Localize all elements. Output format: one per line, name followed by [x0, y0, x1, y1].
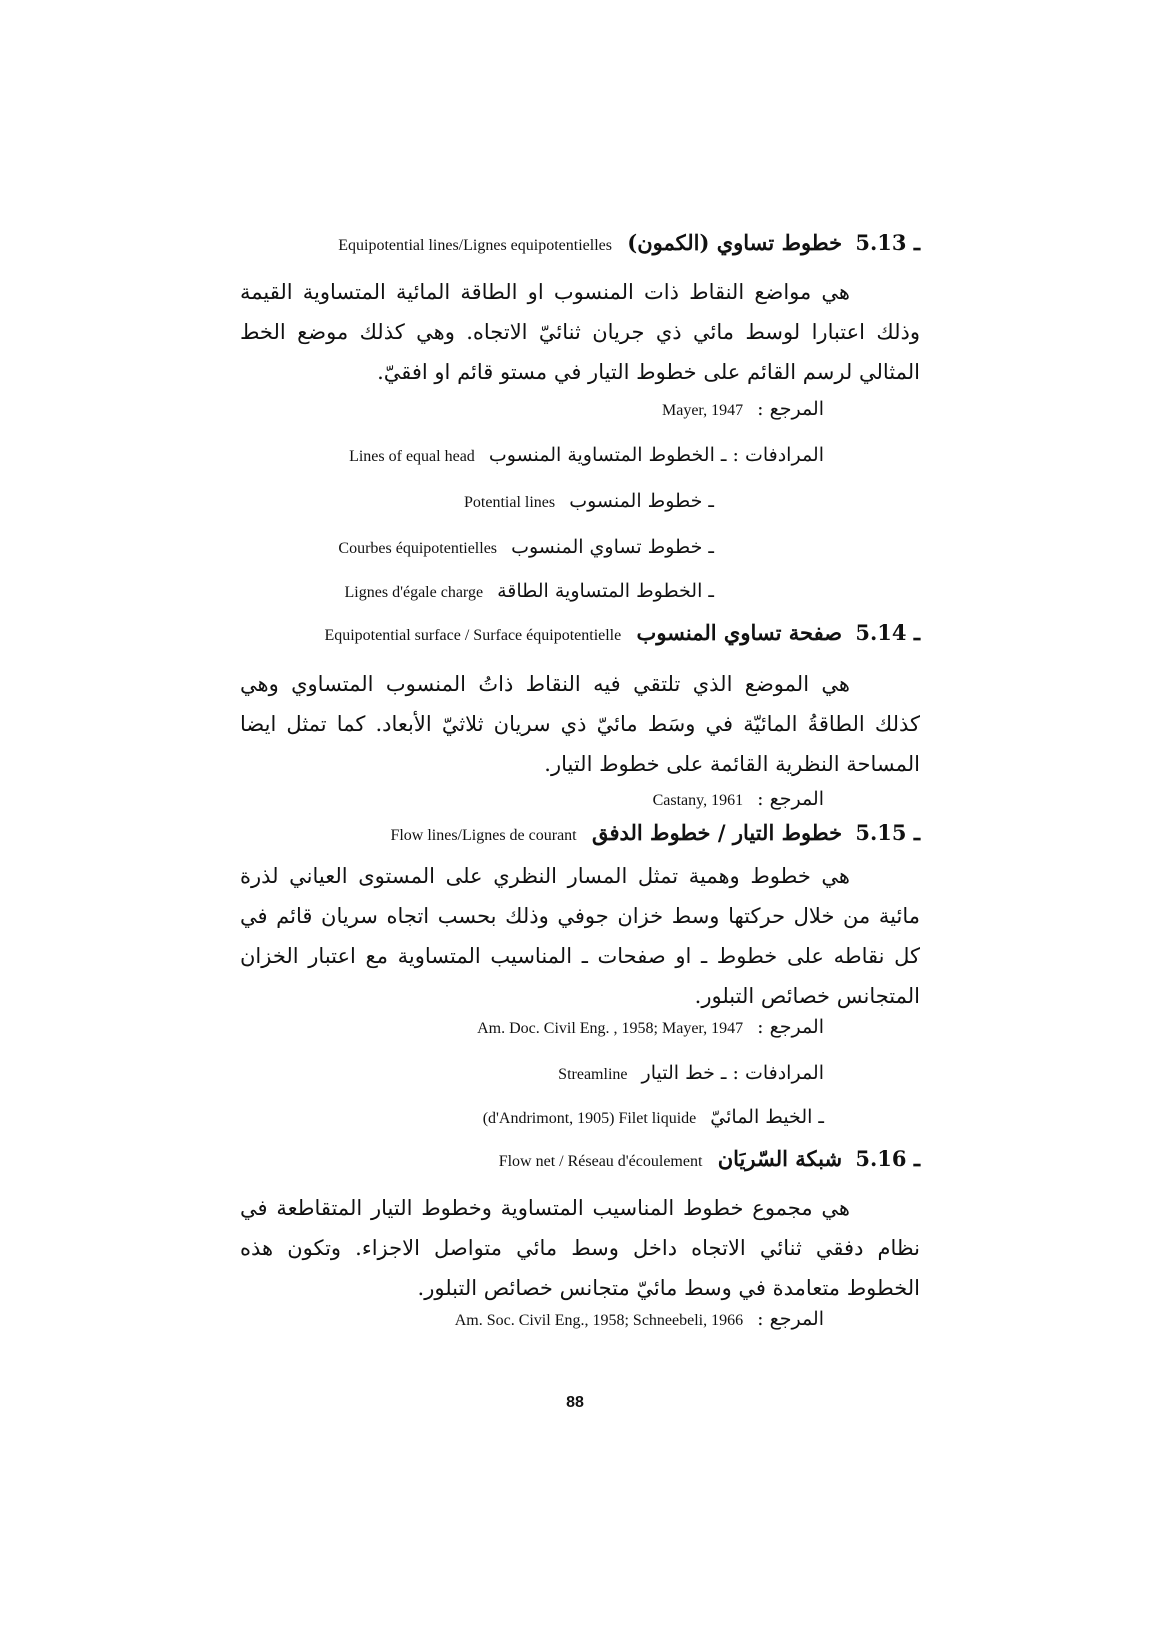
reference-text: Castany, 1961 — [652, 792, 744, 809]
entry-heading-5-15 — [240, 820, 920, 845]
synonyms-line-5-13 — [349, 444, 824, 466]
synonym-item — [483, 1106, 824, 1128]
entry-title-latin: Flow lines/Lignes de courant — [390, 827, 577, 844]
synonym-arabic: ـ خطوط المنسوب — [569, 490, 714, 512]
synonyms-label: المرادفات : — [732, 1062, 824, 1084]
synonym-item — [345, 580, 714, 602]
page-number: 88 — [566, 1394, 584, 1411]
entry-title-arabic: صفحة تساوي المنسوب — [636, 620, 843, 645]
entry-heading-5-14 — [240, 620, 920, 645]
synonym-arabic: ـ خط التيار — [641, 1062, 727, 1084]
entry-definition-5-14: هي الموضع الذي تلتقي فيه النقاط ذاتُ المنسوب المتساوي وهي كذلك الطاقةُ المائيّة في وسَط مائيّ ذي سريان ثلاثيّ الأبعاد. كما تمثل ايضا المساحة النظرية القائمة على خطوط التيار. — [240, 672, 920, 776]
entry-number: 5.16 ـ — [855, 1146, 920, 1171]
entry-title-arabic: خطوط تساوي (الكمون) — [627, 230, 843, 255]
entry-heading-5-16 — [240, 1146, 920, 1171]
synonym-latin: Potential lines — [464, 494, 556, 511]
entry-title-latin: Equipotential lines/Lignes equipotentielles — [338, 237, 612, 254]
synonym-latin: Lines of equal head — [349, 448, 475, 465]
reference-label: المرجع : — [757, 1308, 824, 1330]
synonym-item — [464, 490, 714, 512]
entry-definition-5-16: هي مجموع خطوط المناسيب المتساوية وخطوط التيار المتقاطعة في نظام دفقي ثنائي الاتجاه داخل وسط مائي متواصل الاجزاء. وتكون هذه الخطوط متعامدة في وسط مائيّ متجانس خصائص التبلور. — [240, 1196, 920, 1300]
entry-definition-5-13: هي مواضع النقاط ذات المنسوب او الطاقة المائية المتساوية القيمة وذلك اعتبارا لوسط مائي ذي جريان ثنائيّ الاتجاه. وهي كذلك موضع الخط المثالي لرسم القائم على خطوط التيار في مستو قائم او افقيّ. — [240, 280, 920, 384]
reference-label: المرجع : — [757, 1016, 824, 1038]
reference-text: Mayer, 1947 — [661, 402, 744, 419]
entry-title-arabic: خطوط التيار / خطوط الدفق — [591, 820, 843, 845]
reference-line-5-14 — [653, 788, 824, 810]
synonym-arabic: ـ الخطوط المتساوية الطاقة — [497, 580, 714, 602]
synonym-latin: (d'Andrimont, 1905) Filet liquide — [482, 1110, 697, 1127]
synonym-latin: Courbes équipotentielles — [338, 540, 498, 557]
synonym-item — [338, 536, 714, 558]
entry-number: 5.13 ـ — [855, 230, 920, 255]
synonyms-label: المرادفات : — [732, 444, 824, 466]
synonym-arabic: ـ الخيط المائيّ — [710, 1106, 824, 1128]
reference-text: Am. Soc. Civil Eng., 1958; Schneebeli, 1966 — [454, 1312, 744, 1329]
synonym-latin: Lignes d'égale charge — [344, 584, 484, 601]
reference-line-5-15 — [477, 1016, 824, 1038]
reference-label: المرجع : — [757, 398, 824, 420]
entry-number: 5.15 ـ — [855, 820, 920, 845]
entry-definition-5-15: هي خطوط وهمية تمثل المسار النظري على المستوى العياني لذرة مائية من خلال حركتها وسط خزان جوفي وذلك بحسب اتجاه سريان قائم في كل نقاطه على خطوط ـ او صفحات ـ المناسيب المتساوية مع اعتبار الخزان المتجانس خصائص التبلور. — [240, 864, 920, 1008]
entry-heading-5-13 — [240, 230, 920, 255]
synonym-latin: Streamline — [558, 1066, 628, 1083]
synonym-arabic: ـ خطوط تساوي المنسوب — [511, 536, 714, 558]
entry-number: 5.14 ـ — [855, 620, 920, 645]
reference-text: Am. Doc. Civil Eng. , 1958; Mayer, 1947 — [477, 1020, 744, 1037]
reference-label: المرجع : — [757, 788, 824, 810]
entry-title-arabic: شبكة السّريَان — [717, 1146, 843, 1171]
synonym-arabic: ـ الخطوط المتساوية المنسوب — [488, 444, 727, 466]
reference-line-5-16 — [455, 1308, 824, 1330]
reference-line-5-13 — [662, 398, 824, 420]
entry-title-latin: Equipotential surface / Surface équipotentielle — [324, 627, 622, 644]
synonyms-line-5-15 — [558, 1062, 824, 1084]
entry-title-latin: Flow net / Réseau d'écoulement — [498, 1153, 703, 1170]
